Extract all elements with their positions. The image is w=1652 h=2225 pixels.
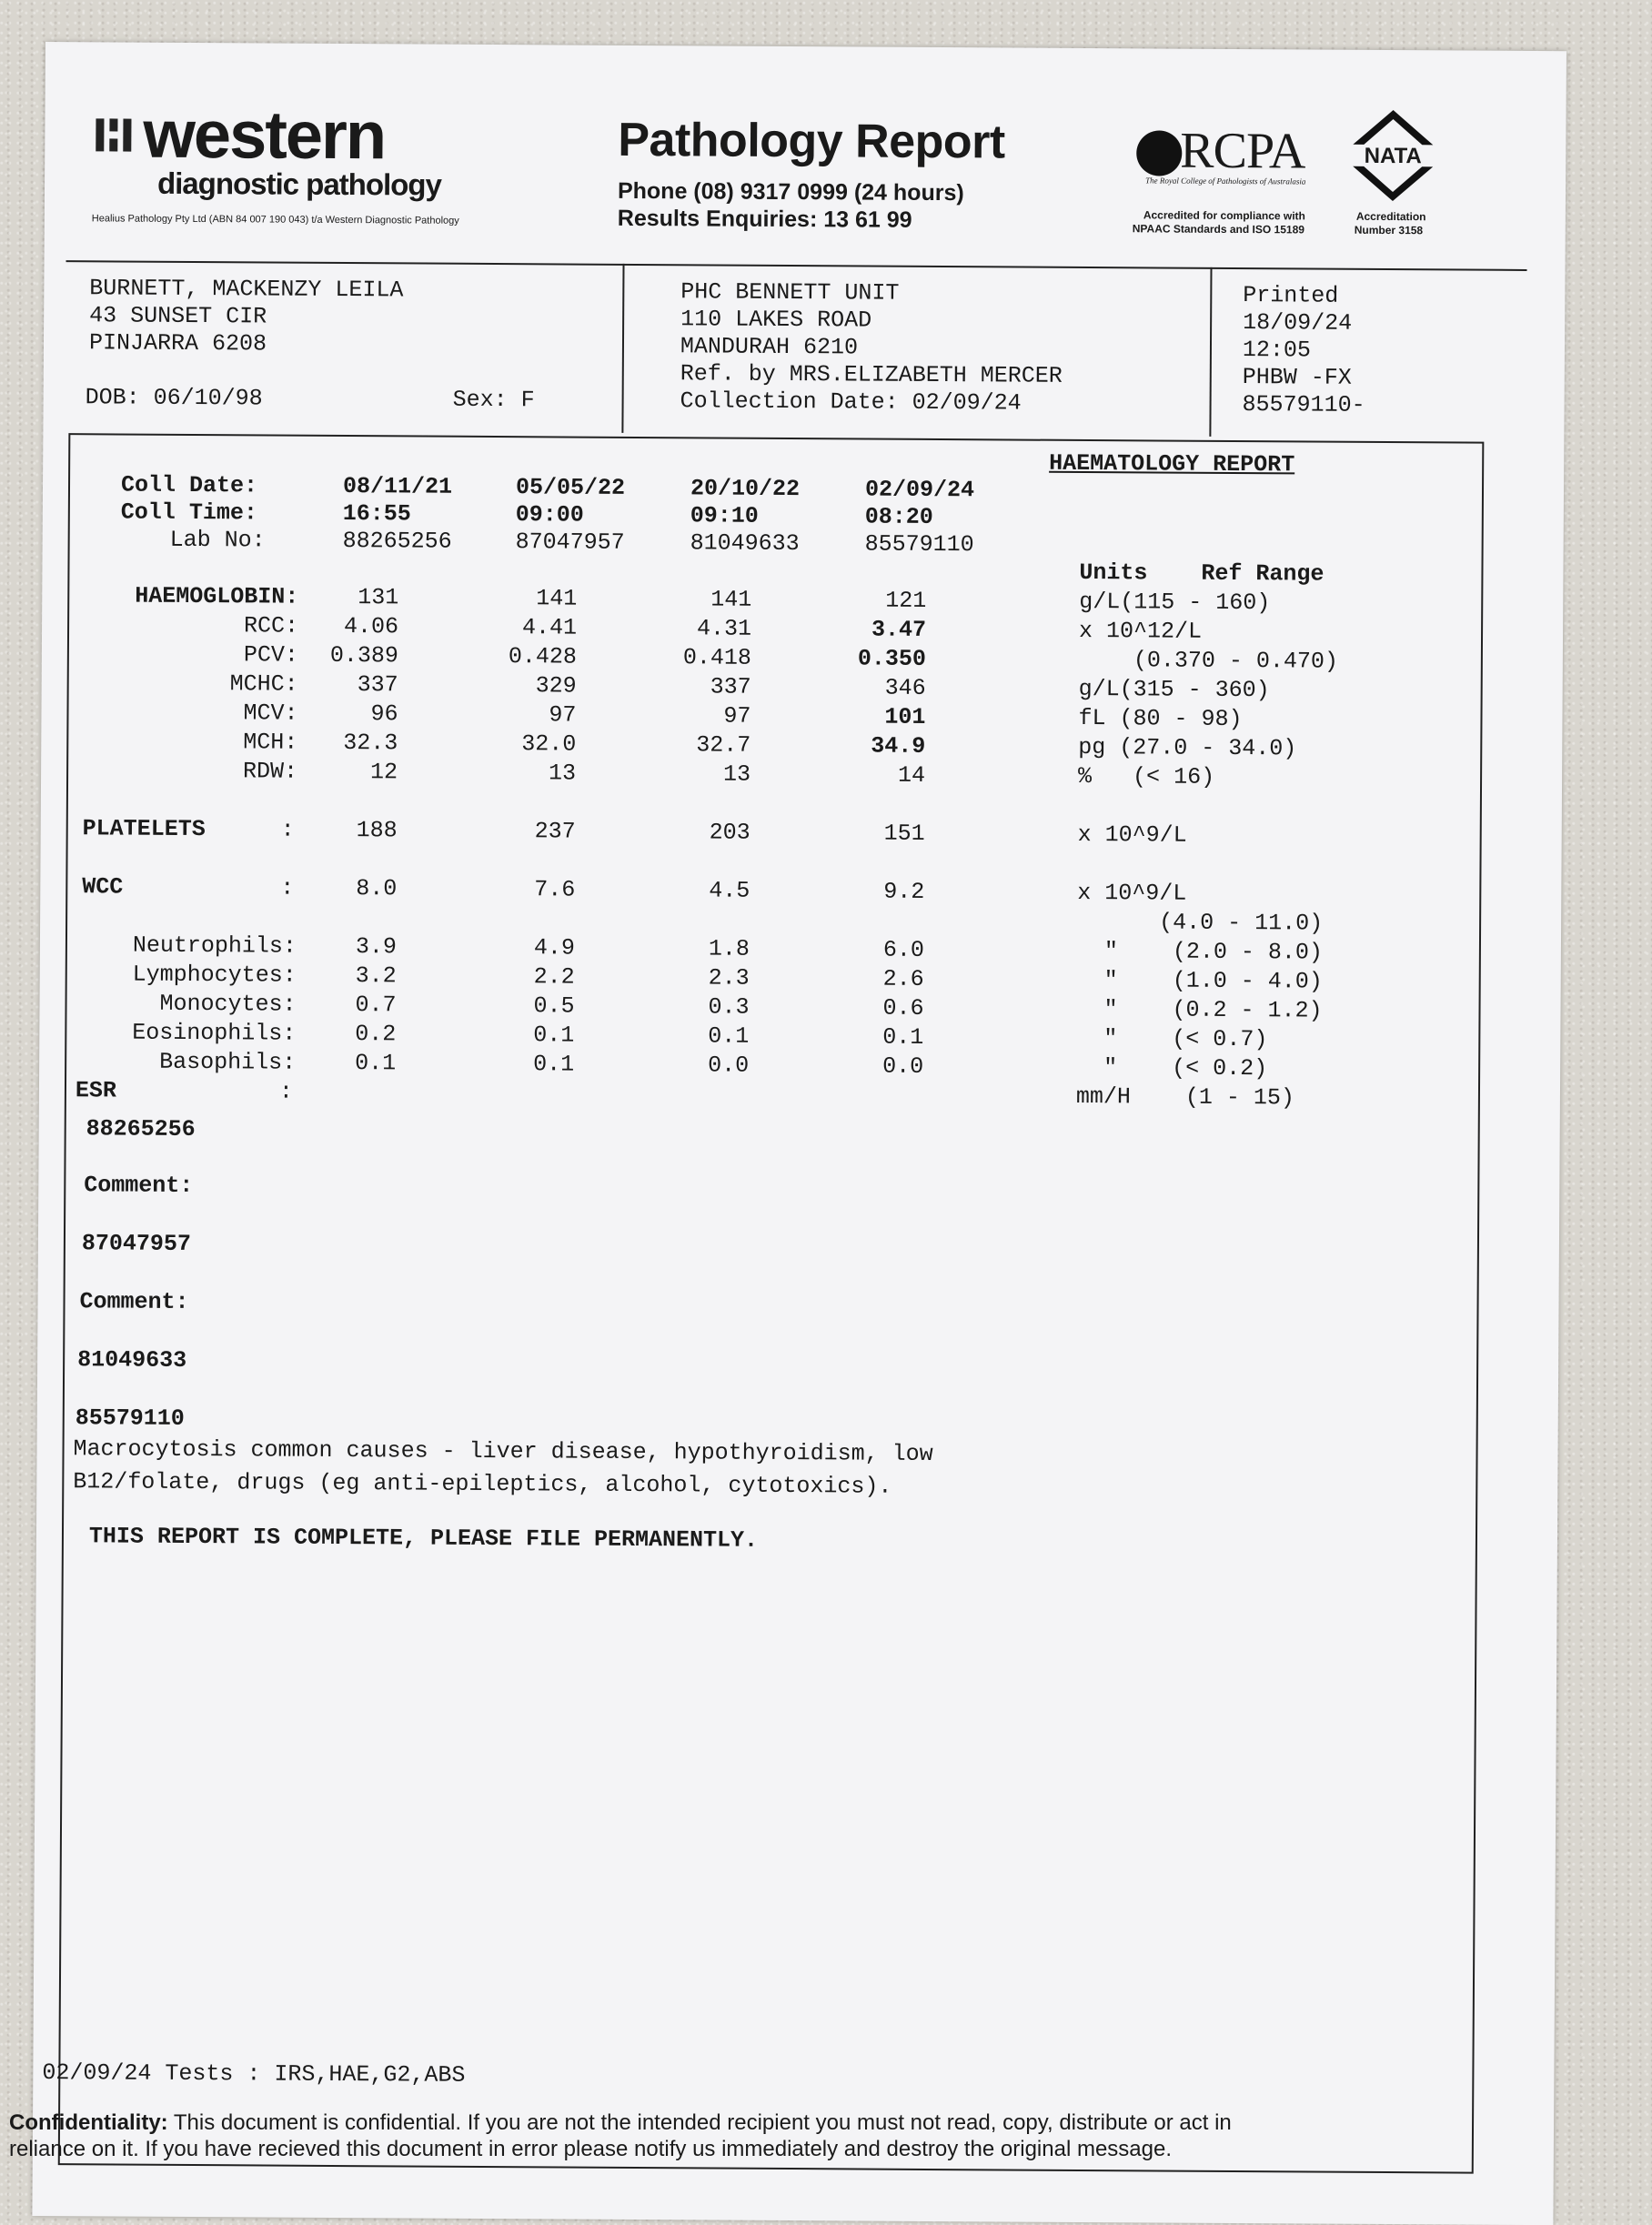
row-unit-range: (0.370 - 0.470) <box>1078 646 1339 675</box>
row-value: 4.06 <box>343 613 399 640</box>
rcpa-accreditation: Accredited for compliance with <box>1143 208 1305 223</box>
divider <box>621 264 624 433</box>
row-unit-range: " (2.0 - 8.0) <box>1076 937 1324 966</box>
logo-subtitle: diagnostic pathology <box>156 166 442 202</box>
report-page <box>32 42 1566 2225</box>
row-label: PCV: <box>243 641 298 669</box>
column-lab: 85579110 <box>864 530 974 559</box>
collection-date: Collection Date: 02/09/24 <box>680 388 1022 417</box>
row-unit-range: x 10^9/L <box>1077 821 1187 849</box>
row-unit-range: fL (80 - 98) <box>1078 704 1243 733</box>
printed-time: 12:05 <box>1242 337 1312 364</box>
lab-no-label: Lab No: <box>169 526 266 554</box>
patient-address-1: 43 SUNSET CIR <box>89 302 267 330</box>
row-value: 0.0 <box>708 1052 750 1079</box>
row-value: 0.1 <box>355 1050 397 1077</box>
row-label: Monocytes: <box>159 990 297 1018</box>
row-colon: : <box>280 874 295 901</box>
row-unit-range: " (< 0.7) <box>1076 1024 1268 1053</box>
row-value: 13 <box>548 760 577 787</box>
row-label: Eosinophils: <box>132 1019 297 1047</box>
printed-code: PHBW -FX <box>1242 364 1352 391</box>
row-label: Lymphocytes: <box>132 961 297 989</box>
row-unit-range: x 10^12/L <box>1078 617 1203 645</box>
row-value: 96 <box>370 700 398 728</box>
confidentiality-text: reliance on it. If you have recieved this document in error please notify us immediately and destroy the original message. <box>9 2136 1172 2161</box>
divider <box>1209 267 1212 437</box>
row-value: 337 <box>357 671 398 699</box>
row-unit-range: x 10^9/L <box>1077 879 1187 907</box>
nata-accreditation: Accreditation <box>1355 209 1426 224</box>
row-value: 101 <box>884 703 926 730</box>
row-value: 0.1 <box>533 1022 575 1049</box>
header-rule <box>66 260 1527 271</box>
row-label: PLATELETS <box>82 815 206 843</box>
row-value: 4.41 <box>521 614 578 641</box>
nata-logo: NATA <box>1364 143 1422 169</box>
row-value: 32.7 <box>696 731 751 759</box>
row-label: MCV: <box>243 700 298 727</box>
coll-time-label: Coll Time: <box>120 498 257 527</box>
printed-lab-number: 85579110- <box>1242 391 1365 418</box>
row-value: 337 <box>710 673 751 700</box>
logo-legal-text: Healius Pathology Pty Ltd (ABN 84 007 190 043) t/a Western Diagnostic Pathology <box>91 213 459 227</box>
row-value: 346 <box>884 674 926 701</box>
row-value: 188 <box>356 817 398 844</box>
row-colon: : <box>278 1078 294 1105</box>
column-lab: 87047957 <box>515 529 625 556</box>
coll-date-label: Coll Date: <box>120 471 258 499</box>
row-value: 14 <box>897 761 926 789</box>
patient-address-2: PINJARRA 6208 <box>88 329 267 357</box>
row-value: 0.1 <box>533 1051 575 1078</box>
row-value: 131 <box>358 584 399 611</box>
row-value: 13 <box>722 760 751 788</box>
row-value: 32.0 <box>521 730 577 758</box>
rcpa-subtitle: The Royal College of Pathologists of Australasia <box>1145 176 1306 186</box>
row-value: 0.1 <box>882 1023 924 1051</box>
clinic-address-2: MANDURAH 6210 <box>680 333 859 361</box>
row-value: 0.0 <box>882 1052 924 1080</box>
row-value: 4.5 <box>709 877 750 904</box>
page-title: Pathology Report <box>618 113 1005 169</box>
row-value: 97 <box>549 701 577 729</box>
comment-lab-number: 88265256 <box>86 1115 196 1143</box>
row-value: 0.428 <box>508 643 577 670</box>
row-label: ESR <box>75 1077 117 1104</box>
row-value: 9.2 <box>883 878 925 905</box>
rcpa-accreditation-2: NPAAC Standards and ISO 15189 <box>1132 222 1304 237</box>
row-value: 141 <box>710 586 752 613</box>
row-value: 1.8 <box>708 935 750 962</box>
column-date: 20/10/22 <box>690 475 801 503</box>
printed-date: 18/09/24 <box>1243 309 1353 337</box>
rcpa-globe-icon <box>1136 130 1182 176</box>
ref-range-header: Ref Range <box>1201 559 1325 588</box>
row-unit-range: % (< 16) <box>1078 762 1215 790</box>
row-value: 4.9 <box>533 934 576 961</box>
clinic-address-1: 110 LAKES ROAD <box>680 306 872 334</box>
row-label: MCHC: <box>229 670 298 698</box>
confidentiality-footer <box>9 2110 1232 2163</box>
confidentiality-label: Confidentiality: <box>9 2110 168 2135</box>
comment-lab-number: 81049633 <box>77 1346 187 1374</box>
row-value: 0.3 <box>708 993 750 1021</box>
column-lab: 81049633 <box>690 529 800 558</box>
comment-label: Comment: <box>79 1288 189 1315</box>
row-label: RCC: <box>243 612 299 639</box>
column-lab: 88265256 <box>342 528 452 555</box>
rcpa-logo: RCPA <box>1180 122 1305 180</box>
row-label: MCH: <box>243 729 298 756</box>
row-value: 8.0 <box>356 875 398 902</box>
row-unit-range: (4.0 - 11.0) <box>1077 908 1324 937</box>
complete-notice: THIS REPORT IS COMPLETE, PLEASE FILE PERMANENTLY. <box>88 1523 759 1554</box>
patient-name: BURNETT, MACKENZY LEILA <box>89 275 404 304</box>
row-label: HAEMOGLOBIN: <box>135 582 299 610</box>
column-date: 08/11/21 <box>342 473 453 500</box>
clinic-name: PHC BENNETT UNIT <box>680 278 900 307</box>
units-header: Units <box>1079 559 1148 587</box>
column-date: 02/09/24 <box>864 476 975 504</box>
row-value: 0.7 <box>355 992 397 1019</box>
comment-label: Comment: <box>84 1172 194 1200</box>
row-value: 121 <box>885 587 927 614</box>
row-unit-range: pg (27.0 - 34.0) <box>1078 733 1297 762</box>
row-value: 2.2 <box>533 963 575 991</box>
nata-accreditation-number: Number 3158 <box>1354 223 1424 237</box>
row-label: WCC <box>82 873 124 901</box>
column-time: 09:10 <box>690 502 759 529</box>
row-value: 3.47 <box>871 616 927 643</box>
enquiries-line: Results Enquiries: 13 61 99 <box>617 205 912 233</box>
row-label: Neutrophils: <box>132 931 297 960</box>
phone-line: Phone (08) 9317 0999 (24 hours) <box>617 177 964 206</box>
comment-text: B12/folate, drugs (eg anti-epileptics, alcohol, cytotoxics). <box>73 1468 892 1500</box>
row-value: 141 <box>536 585 578 612</box>
patient-sex: Sex: F <box>452 386 535 414</box>
row-value: 0.389 <box>329 641 398 670</box>
row-value: 2.6 <box>882 965 924 992</box>
row-value: 2.3 <box>708 964 750 992</box>
row-unit-range: g/L(315 - 360) <box>1078 675 1270 704</box>
logo-word: western <box>143 96 386 174</box>
row-unit-range: g/L(115 - 160) <box>1079 588 1271 617</box>
tests-line: 02/09/24 Tests : IRS,HAE,G2,ABS <box>42 2059 466 2089</box>
row-value: 7.6 <box>534 876 576 903</box>
row-value: 329 <box>535 672 577 700</box>
row-value: 0.418 <box>682 644 751 671</box>
row-value: 0.350 <box>857 645 926 672</box>
row-value: 12 <box>369 759 398 786</box>
column-time: 08:20 <box>864 503 933 530</box>
comment-lab-number: 87047957 <box>81 1230 192 1258</box>
row-unit-range: mm/H (1 - 15) <box>1075 1082 1295 1112</box>
row-unit-range: " (< 0.2) <box>1076 1053 1268 1082</box>
row-label: Basophils: <box>159 1048 297 1076</box>
row-unit-range: " (1.0 - 4.0) <box>1076 966 1323 995</box>
row-value: 0.1 <box>708 1022 750 1050</box>
logo-mark-icon <box>96 116 137 153</box>
column-date: 05/05/22 <box>515 474 626 501</box>
comment-lab-number: 85579110 <box>75 1404 185 1432</box>
row-value: 203 <box>709 819 750 846</box>
patient-dob: DOB: 06/10/98 <box>85 384 263 412</box>
referrer: Ref. by MRS.ELIZABETH MERCER <box>680 360 1063 389</box>
column-time: 09:00 <box>515 501 584 529</box>
row-value: 0.5 <box>533 992 575 1020</box>
row-value: 97 <box>723 702 751 730</box>
row-value: 32.3 <box>343 730 398 757</box>
row-value: 0.6 <box>882 994 924 1022</box>
row-value: 0.2 <box>355 1021 397 1048</box>
confidentiality-text: This document is confidential. If you are not the intended recipient you must not read, copy, distribute or act in <box>173 2110 1232 2135</box>
row-unit-range: " (0.2 - 1.2) <box>1076 995 1323 1024</box>
row-value: 237 <box>534 818 576 845</box>
row-value: 3.2 <box>355 962 397 990</box>
row-colon: : <box>280 816 295 843</box>
row-value: 3.9 <box>355 933 398 961</box>
row-value: 4.31 <box>696 615 752 642</box>
row-value: 34.9 <box>871 732 926 760</box>
row-value: 6.0 <box>882 936 925 963</box>
row-value: 151 <box>883 820 925 847</box>
row-label: RDW: <box>243 758 298 785</box>
section-title: HAEMATOLOGY REPORT <box>1049 449 1295 478</box>
comment-text: Macrocytosis common causes - liver disease, hypothyroidism, low <box>73 1435 933 1467</box>
column-time: 16:55 <box>342 500 411 528</box>
printed-label: Printed <box>1243 282 1339 309</box>
